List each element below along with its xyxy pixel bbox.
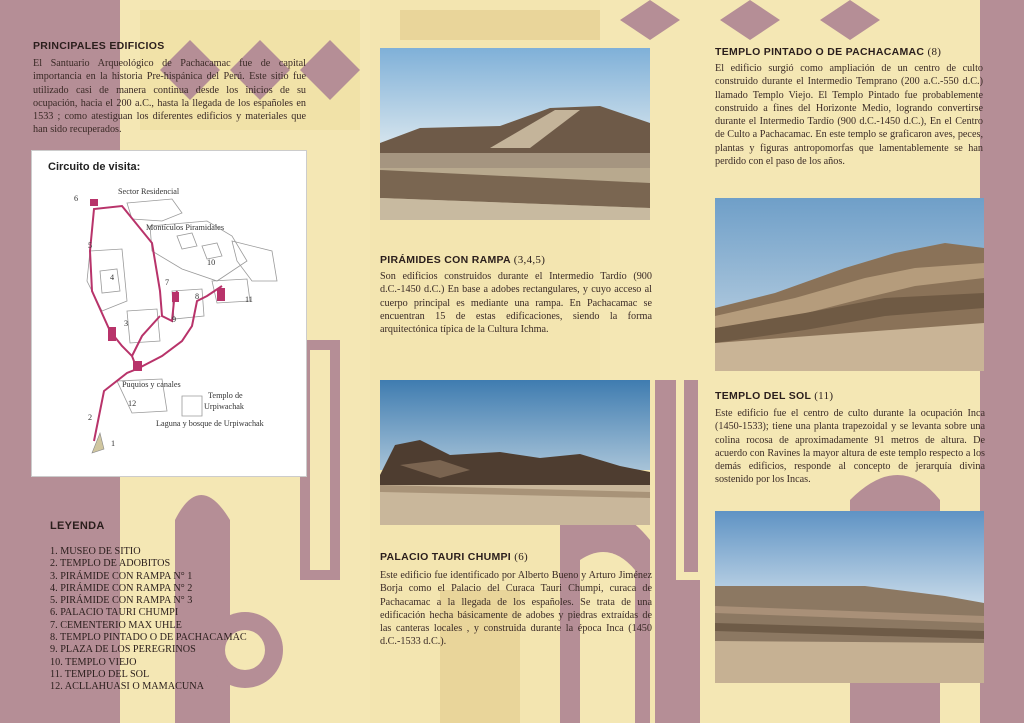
photo-palacio [380,380,650,525]
templo-pintado-heading [715,46,983,58]
templo-sol-ref: (11) [814,390,834,402]
palacio-heading [380,551,652,563]
map-number: 9 [172,315,177,324]
legend-item: 9. PLAZA DE LOS PEREGRINOS [50,644,196,656]
legend-item: 7. CEMENTERIO MAX UHLE [50,619,182,631]
legend-item: 4. PIRÁMIDE CON RAMPA N° 2 [50,582,193,594]
legend-item: 10. TEMPLO VIEJO [50,656,137,668]
photo-templo-sol [715,511,984,683]
map-number: 2 [88,413,93,422]
legend-item: 5. PIRÁMIDE CON RAMPA N° 3 [50,595,193,607]
intro-section [33,40,306,137]
legend-item: 12. ACLLAHUASI O MAMACUNA [50,681,204,693]
map-number: 8 [195,292,200,301]
map-number: 3 [124,319,129,328]
templo-pintado-text: El edificio surgió como ampliación de un centro de culto construido durante el Intermedio Temprano (200 a.C.-550 d.C.) llamado Templo Viejo. El Templo Pintado fue probablemente construido a fines del Horizonte Medio, logrando convertirse durante el Intermedio Tardío (900 d.C.-1450 d.C.), En el Centro de Culto a Pachacamac. En este templo se graficaron aves, peces, plantas y figuras antropomorfas que lamentablemente se han perdido con el paso de los años. [715,63,983,168]
map-title: Circuito de visita: [48,161,141,173]
map-number: 10 [207,258,216,267]
templo-sol-section [715,390,985,487]
legend-item: 1. MUSEO DE SITIO [50,546,141,557]
legend-item: 6. PALACIO TAURI CHUMPI [50,607,179,619]
piramides-ref: (3,4,5) [513,254,546,266]
piramides-heading [380,254,652,266]
map-number: 6 [74,194,79,203]
photo-templo-pintado [715,198,984,371]
map-number: 5 [88,241,93,250]
legend [50,520,320,694]
map-label-templo-urp-2: Urpiwachak [204,402,245,411]
legend-item: 2. TEMPLO DE ADOBITOS [50,558,171,570]
palacio-text: Este edificio fue identificado por Alberto Bueno y Arturo Jiménez Borja como el Palacio del Curaca Tauri Chumpi, curaca de Pachacamac a la llegada de los españoles. Se trata de una edificación hecha básicamente de adobes y piedras extraídas de las canteras locales , y construida durante la época Inca (1450 d.C.-1533 d.C.). [380,570,652,648]
palacio-ref: (6) [514,551,528,563]
legend-item: 11. TEMPLO DEL SOL [50,668,150,680]
piramides-section [380,254,652,336]
map-label-sector: Sector Residencial [118,187,180,196]
legend-title: LEYENDA [50,520,105,532]
map-label-laguna: Laguna y bosque de Urpiwachak [156,419,264,428]
templo-pintado-title: TEMPLO PINTADO O DE PACHACAMAC [715,46,925,58]
legend-list [50,546,320,694]
intro-text: El Santuario Arqueológico de Pachacamac fue de capital importancia en la historia Pre-hispánica del Perú. Este sitio fue utilizado casi de manera continua desde los inicios de su ocupación, hacia el 200 a.C., hasta la llegada de los españoles en 1533 ; como atestiguan los diferentes edificios y materiales que han sido recuperados. [33,58,306,136]
palacio-title: PALACIO TAURI CHUMPI [380,551,512,563]
legend-item: 3. PIRÁMIDE CON RAMPA N° 1 [50,570,193,582]
piramides-text: Son edificios construidos durante el Intermedio Tardío (900 d.C.-1450 d.C.) En base a adobes rectangulares, y cuyo acceso al cuerpo principal es mediante una rampa. En Pachacamac se encuentran 15 de estas edificaciones, siendo la forma arquitectónica típica de la Cultura Ichma. [380,271,652,336]
map-number: 12 [128,399,137,408]
legend-item: 8. TEMPLO PINTADO O DE PACHACAMAC [50,632,247,644]
visit-circuit-map [31,150,307,477]
templo-sol-heading [715,390,985,402]
templo-pintado-section [715,46,983,168]
templo-sol-text: Este edificio fue el centro de culto durante la ocupación Inca (1450-1533); tiene una planta trapezoidal y se levanta sobre una colina rocosa de aproximadamente 91 metros de altura. De acuerdo con Ravines la mayor altura de este templo respecto a los demás edificios, responde al concepto de jerarquía divina sostenido por los Incas. [715,408,985,486]
templo-sol-title: TEMPLO DEL SOL [715,390,811,402]
photo-piramide-rampa [380,48,650,220]
templo-pintado-ref: (8) [927,46,942,58]
map-number: 1 [111,439,116,448]
intro-title: PRINCIPALES EDIFICIOS [33,40,165,52]
map-label-puquios: Puquios y canales [122,380,181,389]
map-label-templo-urp-1: Templo de [208,391,243,400]
palacio-section [380,551,652,649]
map-number: 11 [245,295,253,304]
map-label-monticulos: Montículos Piramidales [146,223,225,232]
map-number: 7 [165,278,170,287]
piramides-title: PIRÁMIDES CON RAMPA [380,254,511,266]
map-number: 4 [110,273,115,282]
